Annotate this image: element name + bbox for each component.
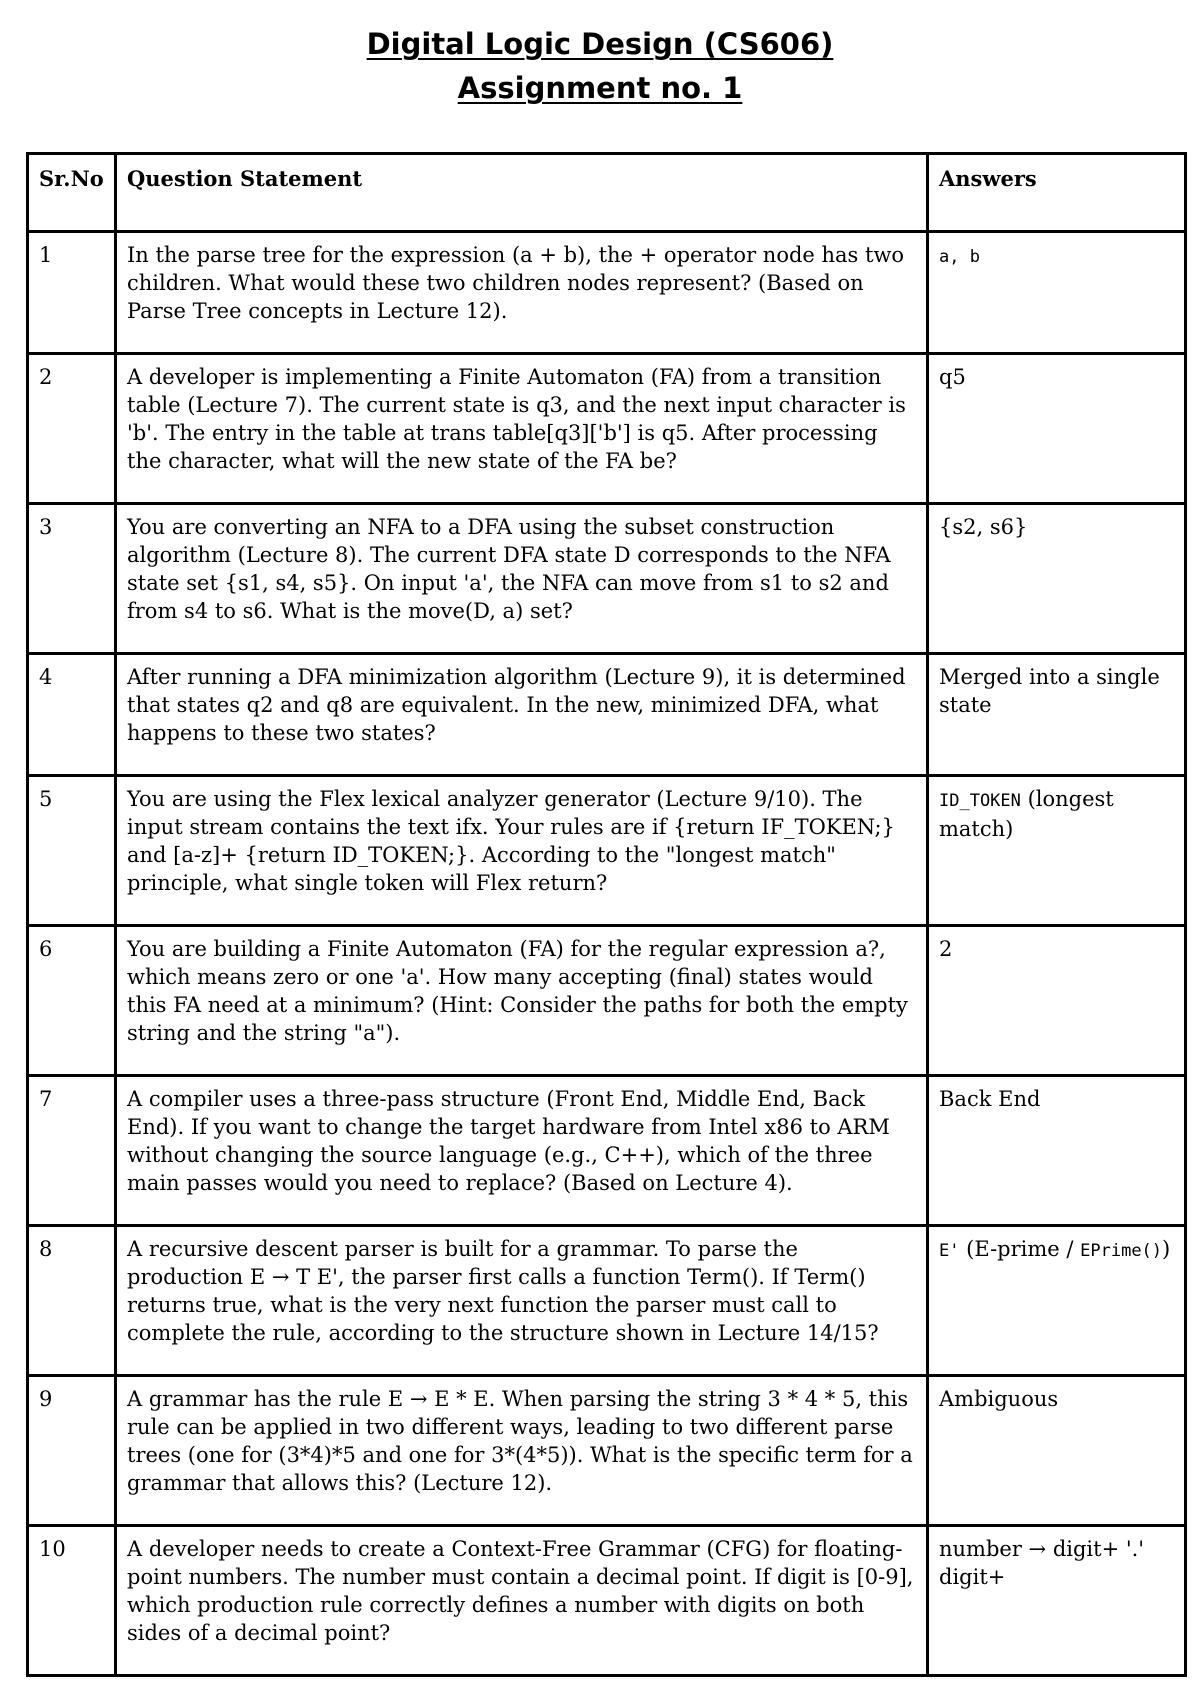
question-text: A grammar has the rule E → E * E. When parsing the string 3 * 4 * 5, this rule can be applied in two different ways, leading to two different parse trees (one for (3*4)*5 and one for 3*(4*5)). What is the specific term for a grammar that allows this? (Lecture 12). — [116, 1376, 928, 1526]
answer-code: ID_TOKEN — [939, 791, 1021, 811]
answer-text-secondary: ) — [1162, 1237, 1171, 1261]
table-row — [28, 926, 1186, 1076]
answer-text: Back End — [939, 1087, 1041, 1111]
answer-cell — [928, 1226, 1186, 1376]
table-row — [28, 232, 1186, 354]
header-answers: Answers — [928, 154, 1186, 232]
row-number: 9 — [28, 1376, 116, 1526]
answer-cell — [928, 776, 1186, 926]
question-text: In the parse tree for the expression (a + b), the + operator node has two children. What would these two children nodes represent? (Based on Parse Tree concepts in Lecture 12). — [116, 232, 928, 354]
table-row — [28, 776, 1186, 926]
row-number: 6 — [28, 926, 116, 1076]
question-text: You are converting an NFA to a DFA using the subset construction algorithm (Lecture 8). The current DFA state D corresponds to the NFA state set {s1, s4, s5}. On input 'a', the NFA can move from s1 to s2 and from s4 to s6. What is the move(D, a) set? — [116, 504, 928, 654]
answer-cell — [928, 1376, 1186, 1526]
row-number: 4 — [28, 654, 116, 776]
answer-cell — [928, 1076, 1186, 1226]
header-question: Question Statement — [116, 154, 928, 232]
row-number: 5 — [28, 776, 116, 926]
document-title — [0, 22, 1200, 110]
table-header-row — [28, 154, 1186, 232]
row-number: 8 — [28, 1226, 116, 1376]
question-text: A compiler uses a three-pass structure (Front End, Middle End, Back End). If you want to change the target hardware from Intel x86 to ARM without changing the source language (e.g., C++), which of the three main passes would you need to replace? (Based on Lecture 4). — [116, 1076, 928, 1226]
answer-text: (longest match) — [939, 787, 1114, 841]
answer-cell — [928, 654, 1186, 776]
question-text: A developer is implementing a Finite Automaton (FA) from a transition table (Lecture 7). The current state is q3, and the next input character is 'b'. The entry in the table at trans table[q3]['b'] is q5. After processing the character, what will the new state of the FA be? — [116, 354, 928, 504]
question-text: You are using the Flex lexical analyzer generator (Lecture 9/10). The input stream contains the text ifx. Your rules are if {return IF_TOKEN;} and [a-z]+ {return ID_TOKEN;}. According to the "longest match" principle, what single token will Flex return? — [116, 776, 928, 926]
answer-code: a, b — [939, 247, 980, 267]
answer-text: 2 — [939, 937, 953, 961]
questions-table — [26, 152, 1187, 1677]
answer-cell — [928, 1526, 1186, 1676]
answer-code: E' — [939, 1241, 960, 1261]
row-number: 1 — [28, 232, 116, 354]
answer-cell — [928, 232, 1186, 354]
answer-code-secondary: EPrime() — [1080, 1241, 1163, 1261]
answer-cell — [928, 926, 1186, 1076]
answer-text: number → digit+ '.' digit+ — [939, 1537, 1145, 1589]
answer-text: Merged into a single state — [939, 665, 1160, 717]
answer-cell — [928, 504, 1186, 654]
table-row — [28, 1376, 1186, 1526]
row-number: 3 — [28, 504, 116, 654]
answer-text: {s2, s6} — [939, 515, 1028, 539]
question-text: After running a DFA minimization algorithm (Lecture 9), it is determined that states q2 and q8 are equivalent. In the new, minimized DFA, what happens to these two states? — [116, 654, 928, 776]
answer-text: Ambiguous — [939, 1387, 1059, 1411]
table-row — [28, 504, 1186, 654]
row-number: 10 — [28, 1526, 116, 1676]
table-row — [28, 354, 1186, 504]
course-title: Digital Logic Design (CS606) — [366, 27, 834, 61]
answer-text: (E-prime / — [959, 1237, 1081, 1261]
question-text: A recursive descent parser is built for a grammar. To parse the production E → T E', the parser first calls a function Term(). If Term() returns true, what is the very next function the parser must call to complete the rule, according to the structure shown in Lecture 14/15? — [116, 1226, 928, 1376]
answer-cell — [928, 354, 1186, 504]
question-text: A developer needs to create a Context-Free Grammar (CFG) for floating-point numbers. The number must contain a decimal point. If digit is [0-9], which production rule correctly defines a number with digits on both sides of a decimal point? — [116, 1526, 928, 1676]
row-number: 7 — [28, 1076, 116, 1226]
answer-text: q5 — [939, 365, 966, 389]
table-row — [28, 1526, 1186, 1676]
table-row — [28, 1226, 1186, 1376]
question-text: You are building a Finite Automaton (FA) for the regular expression a?, which means zero or one 'a'. How many accepting (final) states would this FA need at a minimum? (Hint: Consider the paths for both the empty string and the string "a"). — [116, 926, 928, 1076]
assignment-title: Assignment no. 1 — [457, 71, 743, 105]
header-sr-no: Sr.No — [28, 154, 116, 232]
table-row — [28, 654, 1186, 776]
row-number: 2 — [28, 354, 116, 504]
table-row — [28, 1076, 1186, 1226]
